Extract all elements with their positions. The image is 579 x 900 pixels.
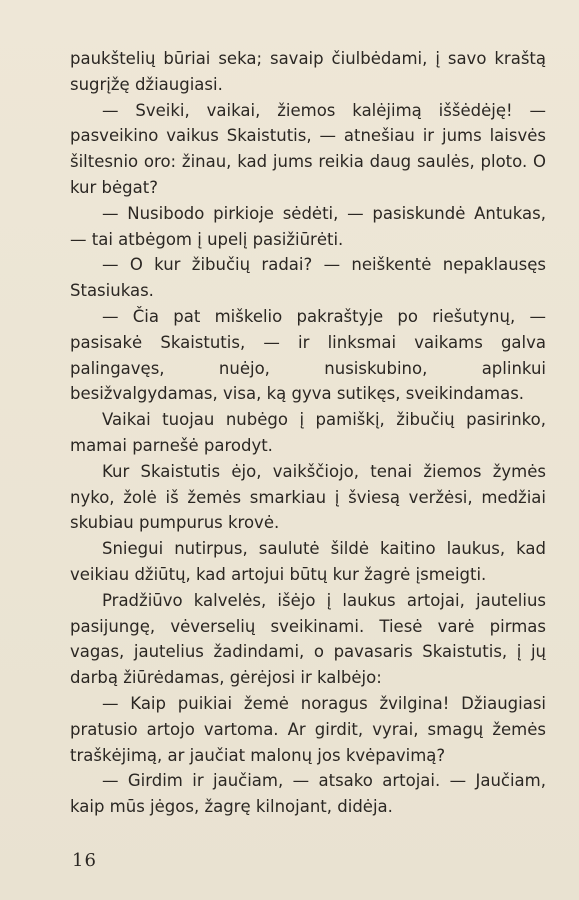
paragraph: — Kaip puikiai žemė noragus žvilgina! Džiaugiasi pratusio artojo vartoma. Ar girdit, vyrai, smagų žemės traškėjimą, ar jaučiat malonų jos kvėpavimą? [70, 693, 546, 765]
paragraph: Vaikai tuojau nubėgo į pamiškį, žibučių pasirinko, mamai parnešė parodyt. [70, 410, 546, 455]
paragraph: Kur Skaistutis ėjo, vaikščiojo, tenai žiemos žymės nyko, žolė iš žemės smarkiau į šviesą veržėsi, medžiai skubiau pumpurus krovė. [70, 461, 546, 533]
paragraph: — Čia pat miškelio pakraštyje po riešutynų, — pasisakė Skaistutis, — ir linksmai vaikams galva palingavęs, nuėjo, nusiskubino, aplinkui besižvalgydamas, visa, ką gyva sutikęs, sveikindamas. [70, 306, 546, 404]
paragraph: paukštelių būriai seka; savaip čiulbėdami, į savo kraštą sugrįžę džiaugiasi. [70, 49, 546, 94]
body-text [70, 46, 546, 820]
paragraph: — Girdim ir jaučiam, — atsako artojai. — Jaučiam, kaip mūs jėgos, žagrę kilnojant, didėja. [70, 771, 546, 817]
paragraph: — O kur žibučių radai? — neiškentė nepaklausęs Stasiukas. [70, 255, 546, 301]
paragraph: Pradžiūvo kalvelės, išėjo į laukus artojai, jautelius pasijungę, vėverselių sveikinami. Tiesė varė pirmas vagas, jautelius žadindami, o pavasaris Skaistutis, į jų darbą žiūrėdamas, gėrėjosi ir kalbėjo: [70, 590, 546, 688]
paragraph: Sniegui nutirpus, saulutė šildė kaitino laukus, kad veikiau džiūtų, kad artojui būtų kur žagrė įsmeigti. [70, 539, 546, 584]
paragraph: — Sveiki, vaikai, žiemos kalėjimą iššėdėję! — pasveikino vaikus Skaistutis, — atnešiau ir jums laisvės šiltesnio oro: žinau, kad jums reikia daug saulės, ploto. O kur bėgat? [70, 100, 546, 197]
paragraph: — Nusibodo pirkioje sėdėti, — pasiskundė Antukas, — tai atbėgom į upelį pasižiūrėti. [70, 203, 546, 249]
page-number: 16 [72, 850, 97, 871]
